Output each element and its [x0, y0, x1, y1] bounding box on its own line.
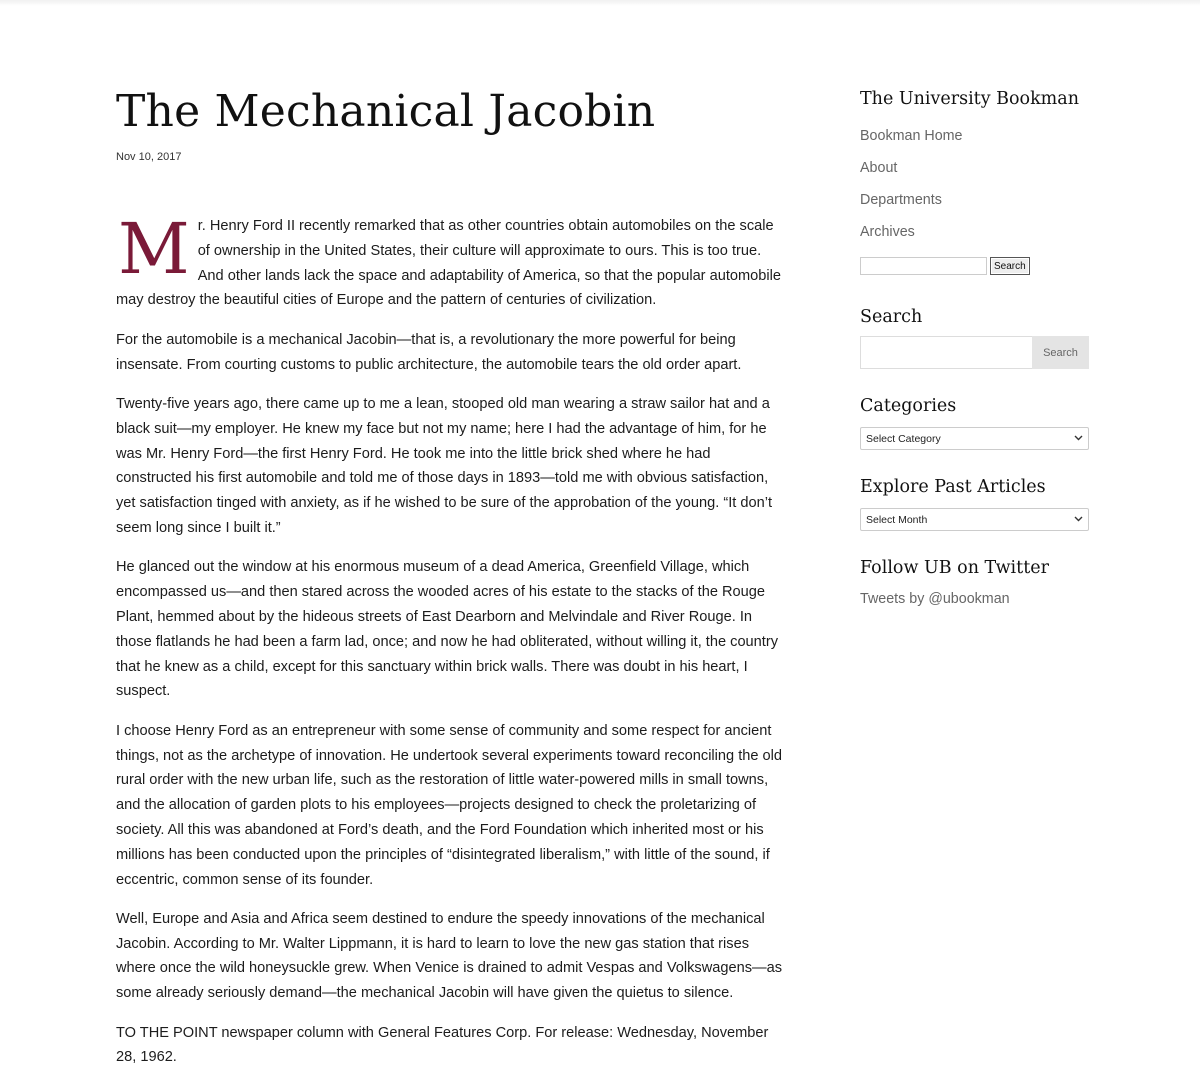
nav-link-departments[interactable]: Departments	[860, 192, 942, 208]
widget-title-archives: Explore Past Articles	[860, 477, 1046, 497]
month-select-value: Select Month	[866, 513, 928, 526]
twitter-widget	[860, 555, 1090, 609]
paragraph: I choose Henry Ford as an entrepreneur with some sense of community and some respect for ancient things, not as the archetype of innovation. He undertook several experiments toward reconciling the old rural order with the new urban life, such as the restoration of little water-powered mills in small towns, and the allocation of garden plots to his employees—projects designed to check the proletarizing of society. All this was abandoned at Ford’s death, and the Ford Foundation which inherited most or his millions has been conducted upon the principles of “disintegrated liberalism,” with little of the sound, if eccentric, common sense of its founder.	[116, 722, 783, 888]
chevron-down-icon	[1074, 433, 1083, 444]
paragraph: Twenty-five years ago, there came up to me a lean, stooped old man wearing a straw sailor hat and a black suit—my employer. He knew my face but not my name; here I had the advantage of him, for he was Mr. Henry Ford—the first Henry Ford. He took me into the little brick shed where he had constructed his first automobile and told me of those days in 1893—told me with obvious satisfaction, yet satisfaction tinged with anxiety, as if he wished to be sure of the approbation of the young. “It don’t seem long since I built it.”	[116, 395, 773, 536]
bookman-widget	[860, 86, 1090, 276]
widget-title-categories: Categories	[860, 396, 957, 416]
category-select-value: Select Category	[866, 432, 941, 445]
chevron-down-icon	[1074, 514, 1083, 525]
paragraph	[116, 208, 784, 313]
category-select[interactable]	[860, 427, 1089, 450]
bookman-nav	[860, 120, 1090, 248]
bookman-search-input[interactable]	[860, 257, 987, 275]
search-widget	[860, 304, 1090, 369]
widget-title-twitter: Follow UB on Twitter	[860, 558, 1049, 578]
nav-item-departments	[860, 184, 1090, 216]
bookman-search-button[interactable]: Search	[990, 257, 1030, 275]
post-date: Nov 10, 2017	[116, 151, 182, 163]
nav-item-archives	[860, 216, 1090, 248]
nav-link-bookman-home[interactable]: Bookman Home	[860, 128, 963, 144]
page-title: The Mechanical Jacobin	[116, 86, 656, 137]
nav-link-archives[interactable]: Archives	[860, 224, 915, 240]
search-input[interactable]	[860, 336, 1032, 369]
widget-title-bookman: The University Bookman	[860, 89, 1079, 109]
archives-widget	[860, 474, 1090, 531]
twitter-timeline-link[interactable]: Tweets by @ubookman	[860, 591, 1010, 607]
nav-item-bookman-home	[860, 120, 1090, 152]
nav-link-about[interactable]: About	[860, 160, 898, 176]
header-shadow	[0, 0, 1200, 6]
paragraph-text: r. Henry Ford II recently remarked that as other countries obtain automobiles on the scale of ownership in the United States, their culture will approximate to ours. This is too true. And other lands lack the space and adaptability of America, so that the popular automobile may destroy the beautiful cities of Europe and the pattern of centuries of civilization.	[116, 218, 781, 309]
paragraph: Well, Europe and Asia and Africa seem destined to endure the speedy innovations of the mechanical Jacobin. According to Mr. Walter Lippmann, it is hard to learn to love the new gas station that rises where once the wild honeysuckle grew. When Venice is drained to admit Vespas and Volkswagens—as some already seriously demand—the mechanical Jacobin will have given the quietus to silence.	[116, 910, 783, 1002]
sidebar	[860, 86, 1090, 609]
widget-title-search: Search	[860, 307, 923, 327]
paragraph: He glanced out the window at his enormous museum of a dead America, Greenfield Village, which encompassed us—and then stared across the wooded acres of his estate to the stacks of the Rouge Plant, hemmed about by the hideous streets of East Dearborn and Melvindale and River Rouge. In those flatlands he had been a farm lad, once; and now he had obliterated, without willing it, the country that he knew as a child, except for this sanctuary within brick walls. There was doubt in his heart, I suspect.	[116, 559, 779, 700]
categories-widget	[860, 393, 1090, 450]
dropcap-letter: M	[118, 208, 190, 290]
paragraph: For the automobile is a mechanical Jacobin—that is, a revolutionary the more powerful for being insensate. From courting customs to public architecture, the automobile tears the old order apart.	[116, 331, 742, 373]
month-select[interactable]	[860, 508, 1089, 531]
bookman-search-form	[860, 256, 1090, 276]
search-form	[860, 336, 1089, 369]
nav-item-about	[860, 152, 1090, 184]
source-note: TO THE POINT newspaper column with General Features Corp. For release: Wednesday, November 28, 1962.	[116, 1024, 769, 1066]
post-main	[116, 86, 784, 1085]
post-content	[116, 208, 784, 1070]
search-button[interactable]: Search	[1032, 336, 1089, 369]
